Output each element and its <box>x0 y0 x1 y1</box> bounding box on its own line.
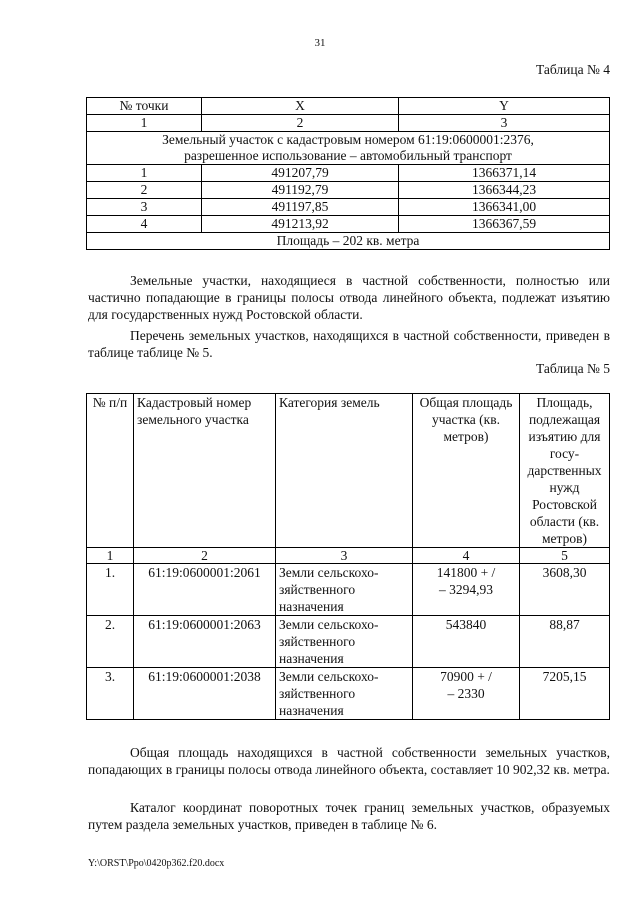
seized-area: 7205,15 <box>520 668 610 720</box>
coord-y: 1366367,59 <box>399 216 610 233</box>
table-header-row <box>87 98 610 115</box>
colnum: 2 <box>134 548 276 564</box>
table4-caption: Таблица № 4 <box>536 62 610 77</box>
point-num: 1 <box>87 165 202 182</box>
section-title-row <box>87 132 610 165</box>
area-row <box>87 233 610 250</box>
cadastral-number: 61:19:0600001:2063 <box>134 616 276 668</box>
header-category: Категория земель <box>276 394 413 548</box>
row-num: 2. <box>87 616 134 668</box>
table5-caption: Таблица № 5 <box>536 361 610 376</box>
land-category: Земли сельскохо-зяйственного назначения <box>276 668 413 720</box>
table-header-row <box>87 394 610 548</box>
page-number: 31 <box>314 37 326 49</box>
paragraph-2: Перечень земельных участков, находящихся в частной собственности, приведен в таблице таблице № 5. <box>88 328 610 360</box>
land-category: Земли сельскохо-зяйственного назначения <box>276 564 413 616</box>
coord-y: 1366341,00 <box>399 199 610 216</box>
point-num: 2 <box>87 182 202 199</box>
cadastral-number: 61:19:0600001:2061 <box>134 564 276 616</box>
file-path-footer: Y:\ORST\Ppo\0420p362.f20.docx <box>88 858 225 869</box>
colnum: 3 <box>276 548 413 564</box>
header-area: Общая площадь участка (кв. метров) <box>413 394 520 548</box>
land-category: Земли сельскохо-зяйственного назначения <box>276 616 413 668</box>
coord-y: 1366344,23 <box>399 182 610 199</box>
header-point: № точки <box>87 98 202 115</box>
header-cadastral: Кадастровый номер земельного участка <box>134 394 276 548</box>
colnum: 1 <box>87 115 202 132</box>
row-num: 3. <box>87 668 134 720</box>
colnum: 5 <box>520 548 610 564</box>
paragraph-1: Земельные участки, находящиеся в частной собственности, полностью или частично попадающие в границы полосы отвода линейного объекта, подлежат изъятию для государственных нужд Ростовской области. <box>88 273 610 322</box>
total-area-line: – 3294,93 <box>439 582 493 597</box>
point-num: 4 <box>87 216 202 233</box>
table-row <box>87 616 610 668</box>
area-total: Площадь – 202 кв. метра <box>87 233 610 250</box>
header-y: Y <box>399 98 610 115</box>
table-row <box>87 216 610 233</box>
section-title-line: разрешенное использование – автомобильный транспорт <box>184 148 512 163</box>
table-4 <box>86 97 610 250</box>
header-x: X <box>202 98 399 115</box>
total-area-line: 543840 <box>445 617 487 632</box>
table-row <box>87 182 610 199</box>
coord-x: 491197,85 <box>202 199 399 216</box>
colnum: 2 <box>202 115 399 132</box>
paragraph-4: Каталог координат поворотных точек границ земельных участков, образуемых путем раздела земельных участков, приведен в таблице № 6. <box>88 800 610 832</box>
table-row <box>87 199 610 216</box>
table-row <box>87 165 610 182</box>
header-seized-area: Площадь, подлежащая изъятию для госу-дарственных нужд Ростовской области (кв. метров) <box>520 394 610 548</box>
table-row <box>87 668 610 720</box>
total-area <box>413 668 520 720</box>
header-num: № п/п <box>87 394 134 548</box>
coord-x: 491207,79 <box>202 165 399 182</box>
seized-area: 3608,30 <box>520 564 610 616</box>
cadastral-number: 61:19:0600001:2038 <box>134 668 276 720</box>
table-colnum-row <box>87 115 610 132</box>
colnum: 4 <box>413 548 520 564</box>
section-title <box>87 132 610 165</box>
table-row <box>87 564 610 616</box>
point-num: 3 <box>87 199 202 216</box>
coord-y: 1366371,14 <box>399 165 610 182</box>
coord-x: 491213,92 <box>202 216 399 233</box>
total-area <box>413 616 520 668</box>
total-area-line: 141800 + / <box>436 565 496 580</box>
total-area-line: – 2330 <box>447 686 485 701</box>
coord-x: 491192,79 <box>202 182 399 199</box>
total-area-line: 70900 + / <box>440 669 492 684</box>
colnum: 3 <box>399 115 610 132</box>
paragraph-3: Общая площадь находящихся в частной собственности земельных участков, попадающих в границы полосы отвода линейного объекта, составляет 10 902,32 кв. метра. <box>88 745 610 777</box>
section-title-line: Земельный участок с кадастровым номером 61:19:0600001:2376, <box>162 132 534 147</box>
colnum: 1 <box>87 548 134 564</box>
total-area <box>413 564 520 616</box>
row-num: 1. <box>87 564 134 616</box>
table-5 <box>86 393 610 720</box>
table-colnum-row <box>87 548 610 564</box>
seized-area: 88,87 <box>520 616 610 668</box>
